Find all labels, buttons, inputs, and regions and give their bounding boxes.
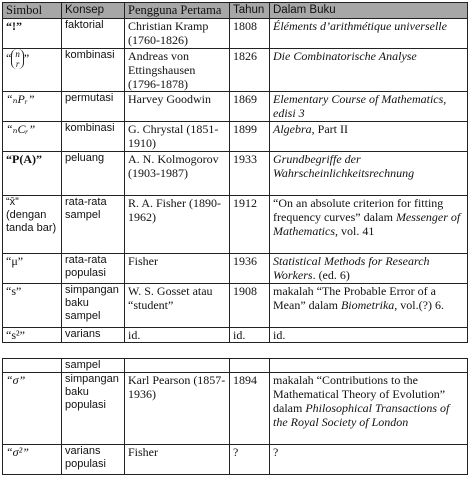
year-cell: id. bbox=[230, 328, 270, 343]
year-cell: 1908 bbox=[230, 284, 270, 328]
table-row bbox=[3, 196, 468, 254]
symbol-cell: “μ” bbox=[3, 254, 62, 284]
table-row bbox=[3, 92, 468, 122]
year-cell: ? bbox=[230, 445, 270, 475]
history-table bbox=[2, 2, 468, 343]
year-cell: 1869 bbox=[230, 92, 270, 122]
year-cell: 1912 bbox=[230, 196, 270, 254]
table-row bbox=[3, 328, 468, 343]
concept-cell: rata-rata populasi bbox=[62, 254, 125, 284]
symbol-cell: “x̄” (dengan tanda bar) bbox=[3, 196, 62, 254]
symbol-cell: “ₙCᵣ” bbox=[3, 122, 62, 152]
header-konsep: Konsep bbox=[62, 3, 125, 19]
concept-cell: varians bbox=[62, 328, 125, 343]
year-cell: 1808 bbox=[230, 19, 270, 49]
table-row bbox=[3, 49, 468, 92]
year-cell bbox=[230, 359, 270, 373]
book-cell bbox=[270, 359, 468, 373]
concept-cell: faktorial bbox=[62, 19, 125, 49]
symbol-cell: “σ²” bbox=[3, 445, 62, 475]
book-cell: Elementary Course of Mathematics, edisi 3 bbox=[270, 92, 468, 122]
first-user-cell: Christian Kramp (1760-1826) bbox=[125, 19, 230, 49]
first-user-cell: W. S. Gosset atau “student” bbox=[125, 284, 230, 328]
concept-cell: simpangan baku populasi bbox=[62, 373, 125, 445]
concept-cell: kombinasi bbox=[62, 49, 125, 92]
year-cell: 1936 bbox=[230, 254, 270, 284]
table-row bbox=[3, 373, 468, 445]
first-user-cell: Andreas von Ettingshausen (1796-1878) bbox=[125, 49, 230, 92]
first-user-cell: Karl Pearson (1857-1936) bbox=[125, 373, 230, 445]
book-cell: Die Combinatorische Analyse bbox=[270, 49, 468, 92]
concept-cell: varians populasi bbox=[62, 445, 125, 475]
symbol-cell bbox=[3, 359, 62, 373]
book-cell: ? bbox=[270, 445, 468, 475]
book-cell: makalah “The Probable Error of a Mean” dalam Biometrika, vol.(?) 6. bbox=[270, 284, 468, 328]
symbol-cell: “s” bbox=[3, 284, 62, 328]
first-user-cell: Harvey Goodwin bbox=[125, 92, 230, 122]
year-cell: 1899 bbox=[230, 122, 270, 152]
table-row bbox=[3, 122, 468, 152]
first-user-cell: Fisher bbox=[125, 445, 230, 475]
table-row bbox=[3, 152, 468, 196]
symbol-cell: “P(A)” bbox=[3, 152, 62, 196]
book-cell: id. bbox=[270, 328, 468, 343]
book-cell: “On an absolute criterion for fitting frequency curves” dalam Messenger of Mathematics, vol. 41 bbox=[270, 196, 468, 254]
binomial-symbol: n r bbox=[11, 49, 24, 69]
book-cell: Grundbegriffe der Wahrscheinlichkeitsrechnung bbox=[270, 152, 468, 196]
first-user-cell: G. Chrystal (1851-1910) bbox=[125, 122, 230, 152]
header-pengguna: Pengguna Pertama bbox=[125, 3, 230, 19]
book-cell: makalah “Contributions to the Mathematical Theory of Evolution” dalam Philosophical Transactions of the Royal Society of London bbox=[270, 373, 468, 445]
history-table-continued bbox=[2, 358, 468, 475]
concept-cell: peluang bbox=[62, 152, 125, 196]
concept-cell: sampel bbox=[62, 359, 125, 373]
table-row bbox=[3, 445, 468, 475]
year-cell: 1933 bbox=[230, 152, 270, 196]
year-cell: 1826 bbox=[230, 49, 270, 92]
first-user-cell bbox=[125, 359, 230, 373]
first-user-cell: id. bbox=[125, 328, 230, 343]
header-row bbox=[3, 3, 468, 19]
table-row bbox=[3, 284, 468, 328]
year-cell: 1894 bbox=[230, 373, 270, 445]
header-simbol: Simbol bbox=[3, 3, 62, 19]
concept-cell: kombinasi bbox=[62, 122, 125, 152]
concept-cell: permutasi bbox=[62, 92, 125, 122]
first-user-cell: R. A. Fisher (1890-1962) bbox=[125, 196, 230, 254]
concept-cell: rata-rata sampel bbox=[62, 196, 125, 254]
book-cell: Éléments d’arithmétique universelle bbox=[270, 19, 468, 49]
first-user-cell: Fisher bbox=[125, 254, 230, 284]
table-row bbox=[3, 254, 468, 284]
symbol-cell: “ₙPᵣ” bbox=[3, 92, 62, 122]
table-row bbox=[3, 359, 468, 373]
book-cell: Statistical Methods for Research Workers. (ed. 6) bbox=[270, 254, 468, 284]
book-cell: Algebra, Part II bbox=[270, 122, 468, 152]
first-user-cell: A. N. Kolmogorov (1903-1987) bbox=[125, 152, 230, 196]
table-row bbox=[3, 19, 468, 49]
header-buku: Dalam Buku bbox=[270, 3, 468, 19]
symbol-cell: “σ” bbox=[3, 373, 62, 445]
concept-cell: simpangan baku sampel bbox=[62, 284, 125, 328]
symbol-cell: “!” bbox=[3, 19, 62, 49]
header-tahun: Tahun bbox=[230, 3, 270, 19]
symbol-cell: “s²” bbox=[3, 328, 62, 343]
symbol-cell: “ n r ” bbox=[3, 49, 62, 92]
